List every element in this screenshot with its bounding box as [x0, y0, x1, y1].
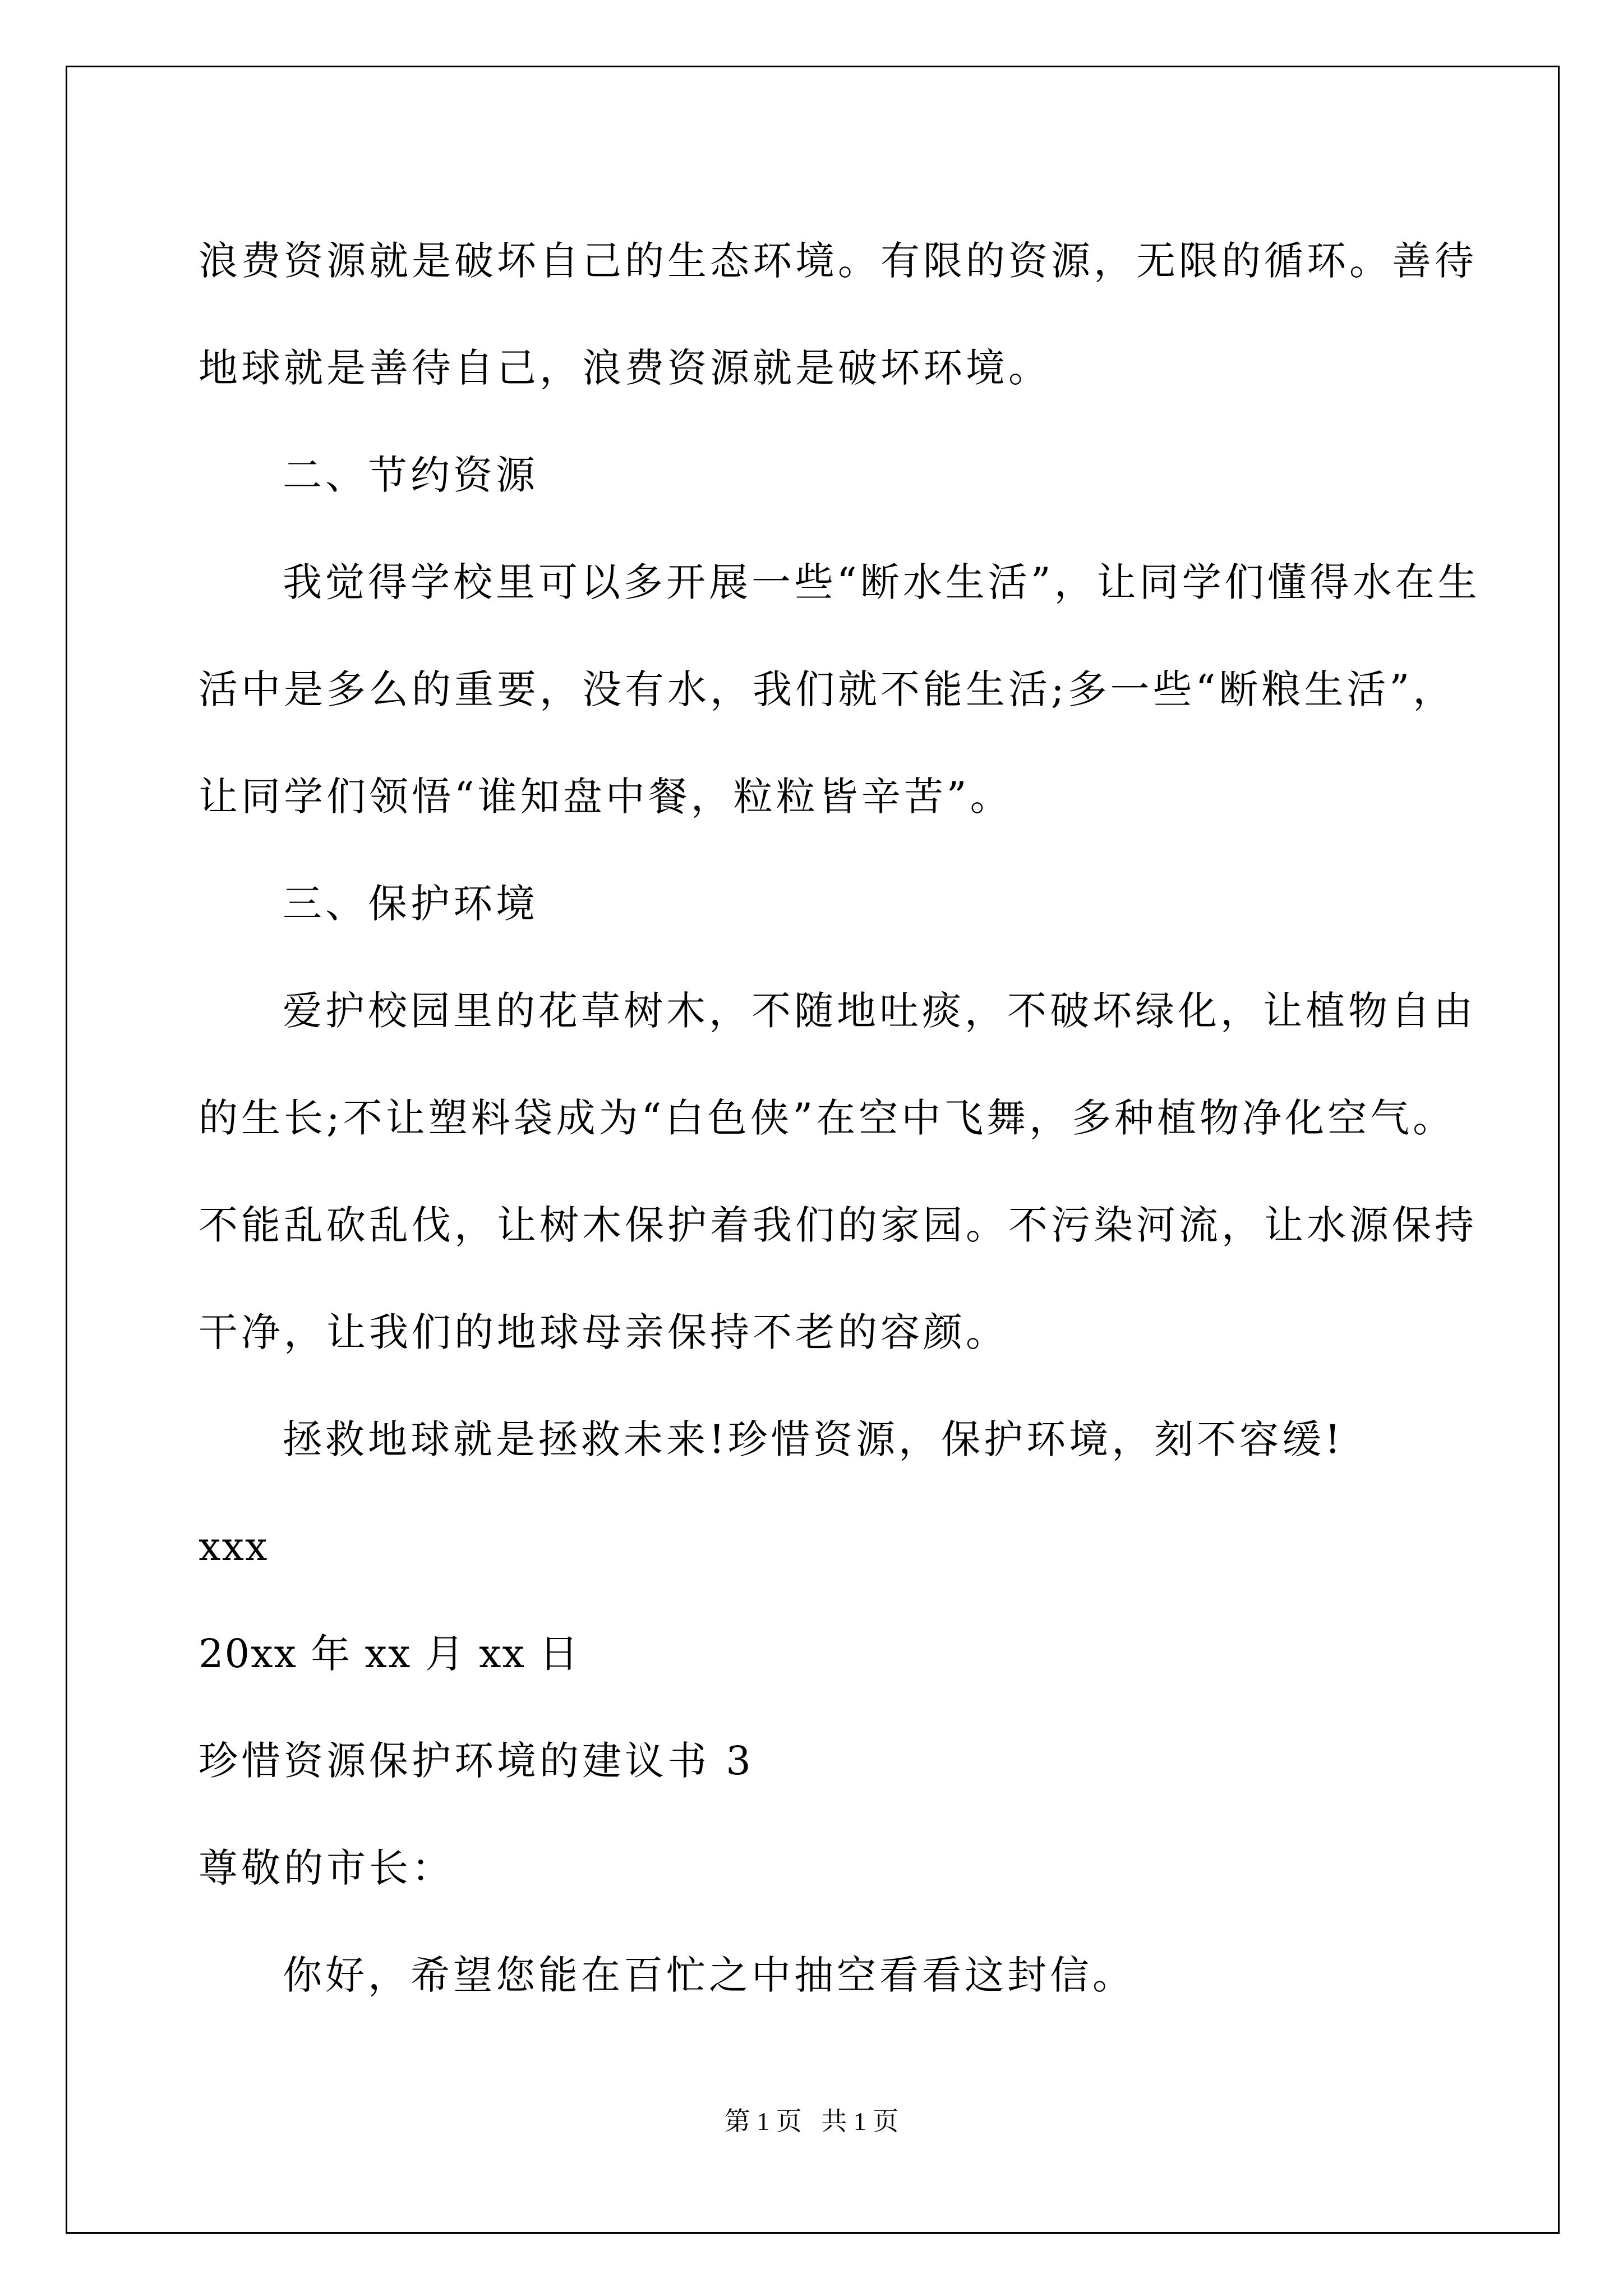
signature: xxx — [199, 1524, 269, 1570]
letter-title: 珍惜资源保护环境的建议书 3 — [199, 1738, 754, 1784]
closing-line: 拯救地球就是拯救未来!珍惜资源，保护环境，刻不容缓! — [283, 1416, 1344, 1462]
paragraph-line: 干净，让我们的地球母亲保持不老的容颜。 — [199, 1309, 1008, 1355]
page-footer: 第 1 页 共 1 页 — [724, 2107, 899, 2136]
document-body — [199, 208, 1481, 2029]
section-heading: 三、保护环境 — [283, 881, 538, 927]
paragraph-line: 你好，希望您能在百忙之中抽空看看这封信。 — [283, 1952, 1135, 1998]
paragraph-line: 浪费资源就是破坏自己的生态环境。有限的资源，无限的循环。善待 — [199, 238, 1477, 284]
paragraph-line: 让同学们领悟“谁知盘中餐，粒粒皆辛苦”。 — [199, 774, 1013, 820]
paragraph-line: 不能乱砍乱伐，让树木保护着我们的家园。不污染河流，让水源保持 — [199, 1202, 1477, 1248]
paragraph-line: 的生长;不让塑料袋成为“白色侠”在空中飞舞，多种植物净化空气。 — [199, 1095, 1456, 1141]
paragraph-line: 活中是多么的重要，没有水，我们就不能生活;多一些“断粮生活”， — [199, 666, 1456, 712]
date-line: 20xx 年 xx 月 xx 日 — [199, 1631, 580, 1677]
paragraph-line: 地球就是善待自己，浪费资源就是破坏环境。 — [199, 345, 1051, 391]
paragraph-line: 爱护校园里的花草树木，不随地吐痰，不破坏绿化，让植物自由 — [283, 988, 1476, 1034]
section-heading: 二、节约资源 — [283, 452, 538, 498]
salutation: 尊敬的市长： — [199, 1845, 454, 1891]
paragraph-line: 我觉得学校里可以多开展一些“断水生活”，让同学们懂得水在生 — [283, 559, 1481, 605]
